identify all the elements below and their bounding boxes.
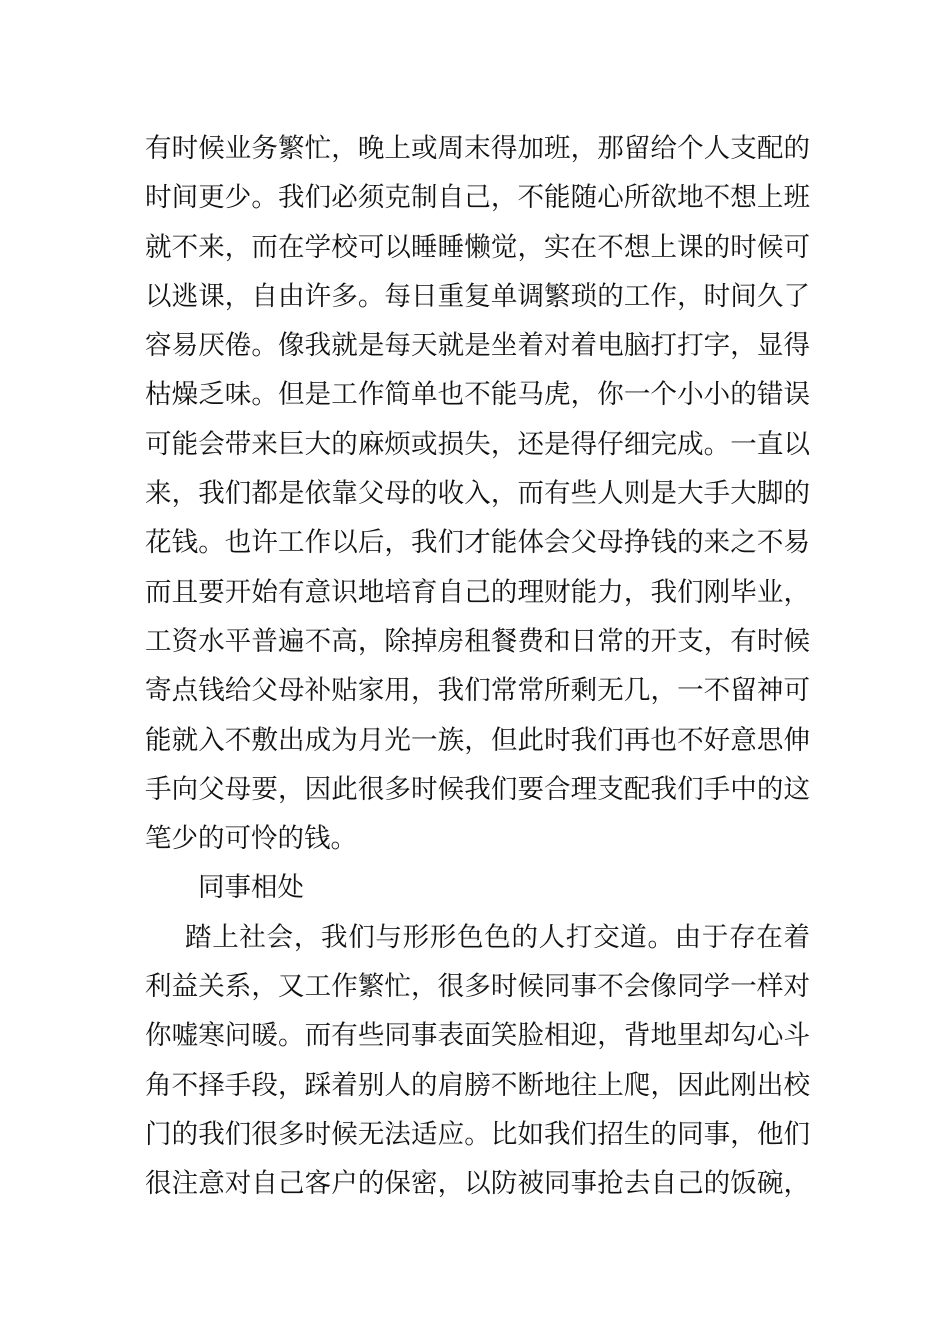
paragraph-1-line: 而且要开始有意识地培育自己的理财能力，我们刚毕业， (145, 576, 810, 608)
paragraph-2-line: 很注意对自己客户的保密，以防被同事抢去自己的饭碗， (145, 1168, 810, 1200)
paragraph-1-line: 来，我们都是依靠父母的收入，而有些人则是大手大脚的 (145, 478, 810, 510)
paragraph-1-line: 枯燥乏味。但是工作简单也不能马虎，你一个小小的错误 (145, 379, 810, 411)
paragraph-1-line: 可能会带来巨大的麻烦或损失，还是得仔细完成。一直以 (145, 428, 810, 460)
paragraph-1-line: 寄点钱给父母补贴家用，我们常常所剩无几，一不留神可 (145, 675, 810, 707)
paragraph-1-line: 笔少的可怜的钱。 (145, 823, 357, 855)
paragraph-2-line: 角不择手段，踩着别人的肩膀不断地往上爬，因此刚出校 (145, 1069, 810, 1101)
body-text (145, 124, 810, 1209)
section-heading: 同事相处 (198, 872, 304, 904)
paragraph-1-line: 工资水平普遍不高，除掉房租餐费和日常的开支，有时候 (145, 625, 810, 657)
paragraph-2-line: 门的我们很多时候无法适应。比如我们招生的同事，他们 (145, 1118, 810, 1150)
paragraph-1-line: 能就入不敷出成为月光一族，但此时我们再也不好意思伸 (145, 724, 810, 756)
paragraph-1-line: 就不来，而在学校可以睡睡懒觉，实在不想上课的时候可 (145, 231, 810, 263)
paragraph-1-line: 有时候业务繁忙，晚上或周末得加班，那留给个人支配的 (145, 133, 810, 164)
paragraph-1-line: 容易厌倦。像我就是每天就是坐着对着电脑打打字，显得 (145, 330, 810, 362)
paragraph-2-line: 利益关系，又工作繁忙，很多时候同事不会像同学一样对 (145, 971, 810, 1003)
paragraph-2-line: 踏上社会，我们与形形色色的人打交道。由于存在着 (185, 921, 810, 953)
paragraph-1-line: 花钱。也许工作以后，我们才能体会父母挣钱的来之不易 (145, 527, 810, 559)
paragraph-2-line: 你嘘寒问暖。而有些同事表面笑脸相迎，背地里却勾心斗 (145, 1020, 810, 1052)
paragraph-1-line: 时间更少。我们必须克制自己，不能随心所欲地不想上班 (145, 182, 810, 214)
paragraph-1-line: 手向父母要，因此很多时候我们要合理支配我们手中的这 (145, 773, 810, 805)
paragraph-1-line: 以逃课，自由许多。每日重复单调繁琐的工作，时间久了 (145, 280, 810, 312)
